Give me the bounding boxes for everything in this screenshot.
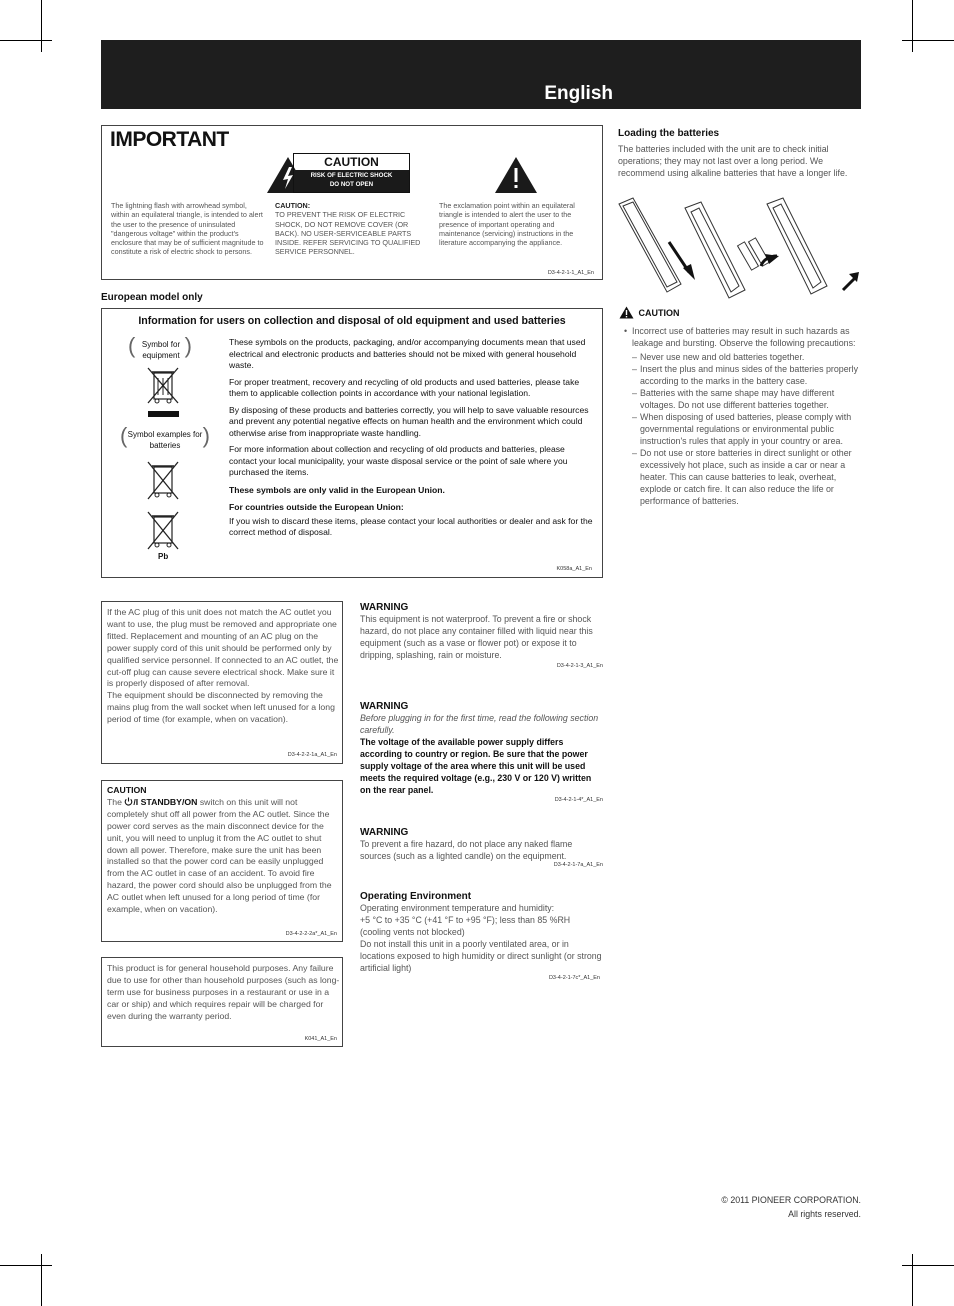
symbol-equipment-label: ( Symbol for equipment ) xyxy=(128,333,192,360)
warning-title: WARNING xyxy=(360,701,409,712)
warning-italic-text: Before plugging in for the first time, read the following section carefully. xyxy=(360,713,599,735)
battery-bullet-text: Incorrect use of batteries may result in such hazards as leakage and bursting. Observe the following precautions: xyxy=(632,326,856,348)
household-text: This product is for general household purposes. Any failure due to use for other than household purposes (such as long-term use for business purposes in a restaurant or use in a car or ship) and which requires repair will be charged for even during the warranty period. xyxy=(107,963,340,1021)
standby-text-block xyxy=(107,785,341,916)
disposal-p5: These symbols are only valid in the European Union. xyxy=(229,484,445,495)
standby-caution-box xyxy=(101,780,343,942)
disposal-p6: For countries outside the European Union: xyxy=(229,502,404,512)
symbol-batteries-label: ( Symbol examples for batteries ) xyxy=(120,423,210,450)
list-item-text: Never use new and old batteries together. xyxy=(640,352,805,362)
doc-code: D3-4-2-1-4*_A1_En xyxy=(554,797,603,803)
list-item: – Do not use or store batteries in direct sunlight or other excessively hot place, such as inside a car or near a heater. This can cause batteries to leak, overheat, explode or catch fire. It can also reduce the life or performance of batteries. xyxy=(632,448,852,506)
warning-waterproof xyxy=(360,602,603,673)
copyright-footer xyxy=(721,1193,861,1221)
batteries-intro: The batteries included with the unit are to check initial operations; they may not last over a long period. We recommend using alkaline batteries that have a longer life. xyxy=(618,144,848,178)
header-band xyxy=(101,40,861,109)
bin-underline-bar xyxy=(148,411,179,417)
ac-plug-p1: If the AC plug of this unit does not match the AC outlet you want to use, the plug must be removed and appropriate one fitted. Replacement and mounting of an AC plug on the power supply cord of this unit should be performed only by qualified service personnel. If connected to an AC outlet, the cut-off plug can cause severe electrical shock. Make sure it is properly disposed of after removal. xyxy=(107,607,339,689)
warning-title: WARNING xyxy=(360,602,409,613)
disposal-p4: For more information about collection and recycling of old products and batteries, please contact your local municipality, your waste disposal service or the point of sale where you purchased the items. xyxy=(229,444,568,477)
ac-plug-p2: The equipment should be disconnected by removing the mains plug from the wall socket when left unused for a long period of time (for example, when on vacation). xyxy=(107,690,335,725)
battery-loading-illustration xyxy=(617,196,861,304)
battery-bullet: • Incorrect use of batteries may result in such hazards as leakage and bursting. Observe the following precautions: xyxy=(624,326,856,348)
battery-precautions xyxy=(624,325,862,507)
disposal-text xyxy=(229,337,594,539)
exclamation-explanation: The exclamation point within an equilateral triangle is intended to alert the user to the presence of important operating and maintenance (servicing) instructions in the literature accompanying the appliance. xyxy=(439,201,575,248)
list-item-text: Batteries with the same shape may have different voltages. Do not use different batteries together. xyxy=(640,388,835,410)
battery-bin-icon xyxy=(145,459,181,501)
rights: All rights reserved. xyxy=(788,1209,861,1219)
batteries-title: Loading the batteries xyxy=(618,128,720,139)
important-box xyxy=(101,125,603,280)
caution-label-box xyxy=(293,153,410,193)
operating-title: Operating Environment xyxy=(360,891,472,902)
list-item-text: When disposing of used batteries, please comply with governmental regulations or environmental public instruction's rules that apply in your country or area. xyxy=(640,412,852,446)
operating-text3: Do not install this unit in a poorly ventilated area, or in locations exposed to high humidity or direct sunlight (or strong artificial light) xyxy=(360,939,602,973)
wheelie-bin-icon xyxy=(145,365,181,405)
symbol-batteries-text: Symbol examples for batteries xyxy=(127,430,203,450)
caution-explanation xyxy=(275,201,425,257)
warning-text: This equipment is not waterproof. To prevent a fire or shock hazard, do not place any container filled with liquid near this equipment (such as a vase or flower pot) or expose it to dripping, splashing, rain or moisture. xyxy=(360,614,593,660)
operating-text2: +5 °C to +35 °C (+41 °F to +95 °F); less than 85 %RH (cooling vents not blocked) xyxy=(360,915,571,937)
list-item: – Never use new and old batteries together. xyxy=(632,352,805,362)
list-item-text: Insert the plus and minus sides of the batteries properly according to the marks in the battery case. xyxy=(640,364,859,386)
disposal-title: Information for users on collection and disposal of old equipment and used batteries xyxy=(138,315,566,327)
household-box xyxy=(101,957,343,1047)
copyright: © 2011 PIONEER CORPORATION. xyxy=(721,1195,861,1205)
lightning-explanation: The lightning flash with arrowhead symbol, within an equilateral triangle, is intended to alert the user to the presence of uninsulated "dangerous voltage" within the product's enclosure that may be of sufficient magnitude to constitute a risk of electric shock to persons. xyxy=(111,201,264,257)
standby-text: switch on this unit will not completely shut off all power from the AC outlet. Since the power cord serves as the main disconnect device for the unit, you will need to unplug it from the AC outlet to shut down all power. Therefore, make sure the unit has been installed so that the power cord can be easily unplugged from the AC outlet in case of an accident. To avoid fire hazard, the power cord should also be unplugged from the AC outlet when left unused for a long period of time (for example, when on vacation). xyxy=(107,796,332,915)
list-item: – Insert the plus and minus sides of the batteries properly according to the marks in the battery case. xyxy=(632,364,859,386)
caution-sub: RISK OF ELECTRIC SHOCK DO NOT OPEN xyxy=(294,170,409,192)
doc-code: D3-4-2-1-3_A1_En xyxy=(556,663,603,669)
doc-code: D3-4-2-1-1_A1_En xyxy=(547,270,594,276)
list-item: – When disposing of used batteries, please comply with governmental regulations or environmental public instruction's rules that apply in your country or area. xyxy=(632,412,852,446)
standby-caution-title: CAUTION xyxy=(107,785,147,795)
pb-label: Pb xyxy=(158,552,169,561)
warning-triangle-icon xyxy=(619,306,634,319)
symbol-equipment-text: Symbol for equipment xyxy=(141,340,181,360)
battery-pb-bin-icon xyxy=(145,509,181,551)
doc-code: K041_A1_En xyxy=(304,1036,337,1042)
disposal-p2: For proper treatment, recovery and recycling of old products and used batteries, please take them to applicable collection points in accordance with your national legislation. xyxy=(229,376,580,398)
disposal-box xyxy=(101,308,603,578)
warning-flame xyxy=(360,827,603,874)
warning-bold-text: The voltage of the available power supply differs according to country or region. Be sure that the power supply voltage of the area where this unit will be used meets the required voltage (e.g., 230 V or 120 V) written on the rear panel. xyxy=(360,737,592,795)
doc-code: D3-4-2-1-7c*_A1_En xyxy=(548,975,600,981)
disposal-p3: By disposing of these products and batteries correctly, you will help to save valuable resources and prevent any potential negative effects on human health and the environment which could otherwise arise from inappropriate waste handling. xyxy=(229,404,589,438)
precaution-list xyxy=(624,351,862,507)
standby-switch-label: /I STANDBY/ON xyxy=(133,796,198,807)
caution-explanation-text: TO PREVENT THE RISK OF ELECTRIC SHOCK, DO NOT REMOVE COVER (OR BACK). NO USER-SERVICEABLE PARTS INSIDE. REFER SERVICING TO QUALIFIED SERVICE PERSONNEL. xyxy=(275,210,421,257)
doc-code: D3-4-2-1-7a_A1_En xyxy=(553,862,603,868)
doc-code: D3-4-2-2-2a*_A1_En xyxy=(285,931,337,937)
warning-title: WARNING xyxy=(360,827,409,838)
doc-code: D3-4-2-2-1a_A1_En xyxy=(287,752,337,758)
caution-explanation-title: CAUTION: xyxy=(275,201,311,210)
page-title: English xyxy=(544,83,613,104)
list-item-text: Do not use or store batteries in direct sunlight or other excessively hot place, such as inside a car or near a heater. This can cause batteries to leak, overheat, explode or catch fire. It can also reduce the life or performance of batteries. xyxy=(640,448,852,506)
standby-the: The xyxy=(107,796,125,807)
operating-text1: Operating environment temperature and humidity: xyxy=(360,903,555,913)
european-label: European model only xyxy=(101,292,203,303)
ac-plug-box xyxy=(101,601,343,764)
battery-caution-label: CAUTION xyxy=(638,307,680,318)
warning-text: To prevent a fire hazard, do not place any naked flame sources (such as a lighted candle) on the equipment. xyxy=(360,839,573,861)
ac-plug-text xyxy=(107,607,341,726)
battery-caution xyxy=(619,304,679,322)
exclamation-warning-icon xyxy=(494,156,538,194)
important-title: IMPORTANT xyxy=(110,128,229,151)
warning-voltage xyxy=(360,701,603,808)
disposal-p1: These symbols on the products, packaging, and/or accompanying documents mean that used electrical and electronic products and batteries should not be mixed with general household waste. xyxy=(229,337,586,370)
doc-code: K058a_A1_En xyxy=(556,566,592,572)
operating-environment xyxy=(360,891,603,986)
list-item: – Batteries with the same shape may have different voltages. Do not use different batteries together. xyxy=(632,388,835,410)
caution-label: CAUTION xyxy=(324,155,379,169)
disposal-p7: If you wish to discard these items, please contact your local authorities or dealer and ask for the correct method of disposal. xyxy=(229,515,593,537)
